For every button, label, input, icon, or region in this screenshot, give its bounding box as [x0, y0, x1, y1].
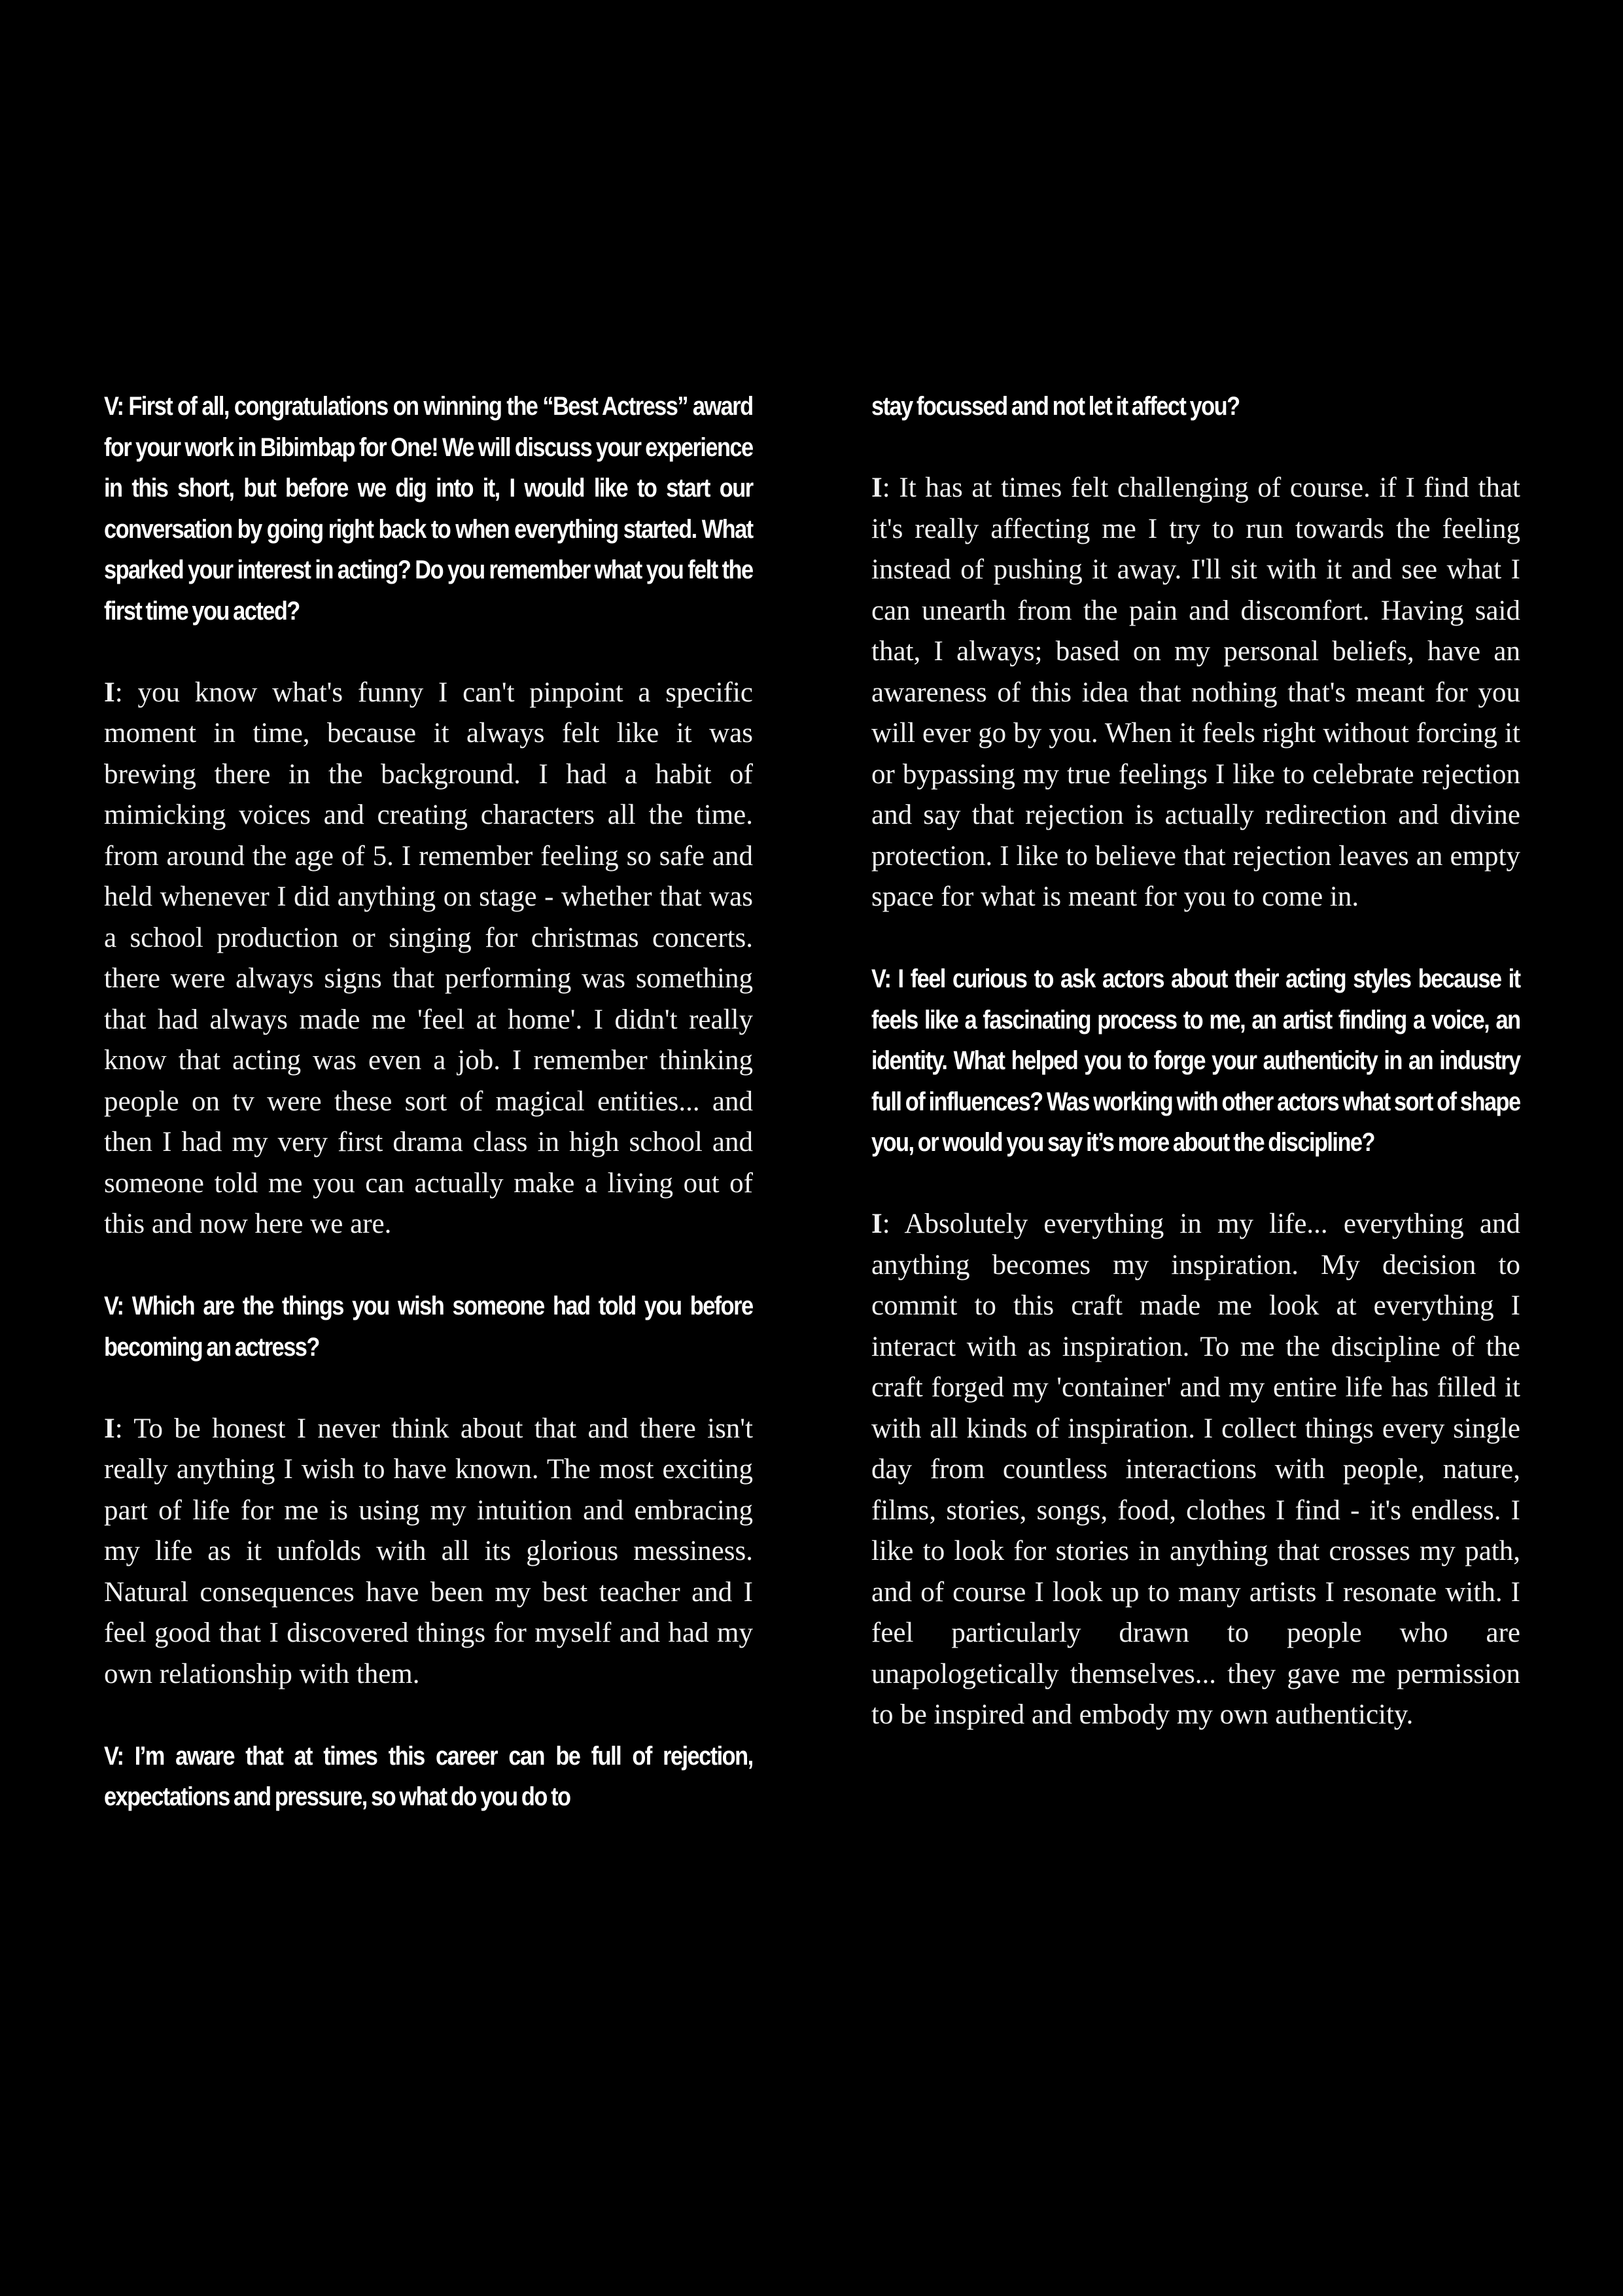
paragraph-gap	[871, 427, 1520, 468]
left-column	[104, 386, 753, 1818]
answer-1-text: : you know what's funny I can't pinpoint a specific moment in time, because it always felt like it was brewing there in the background. I had a habit of mimicking voices and creating characters all the time. from around the age of 5. I remember feeling so safe and held whenever I did anything on stage - whether that was a school production or singing for christmas concerts. there were always signs that performing was something that had always made me 'feel at home'. I didn't really know that acting was even a job. I remember thinking people on tv were these sort of magical entities... and then I had my very first drama class in high school and someone told me you can actually make a living out of this and now here we are.	[104, 677, 753, 1239]
answer-speaker: I	[871, 1209, 882, 1239]
question-3-end: stay focussed and not let it affect you?	[871, 392, 1240, 421]
answer-speaker: I	[104, 1413, 115, 1444]
answer-speaker: I	[871, 472, 882, 503]
answer-3-text: : It has at times felt challenging of course. if I find that it's really affecting me I try to run towards the feeling instead of pushing it away. I'll sit with it and see what I can unearth from the pain and discomfort. Having said that, I always; based on my personal beliefs, have an awareness of this idea that nothing that's meant for you will ever go by you. When it feels right without forcing it or bypassing my true feelings I like to celebrate rejection and say that rejection is actually redirection and divine protection. I like to believe that rejection leaves an empty space for what is meant for you to come in.	[871, 472, 1520, 912]
answer-4-text: : Absolutely everything in my life... everything and anything becomes my inspiration. My decision to commit to this craft made me look at everything I interact with as inspiration. To me the discipline of the craft forged my 'container' and my entire life has filled it with all kinds of inspiration. I collect things every single day from countless interactions with people, nature, films, stories, songs, food, clothes I find - it's endless. I like to look for stories in anything that crosses my path, and of course I look up to many artists I resonate with. I feel particularly drawn to people who are unapologetically themselves... they gave me permission to be inspired and embody my own authenticity.	[871, 1209, 1520, 1730]
question-4: V: I feel curious to ask actors about their acting styles because it feels like a fascinating process to me, an artist finding a voice, an identity. What helped you to forge your authenticity in an industry full of influences? Was working with other actors what sort of shape you, or would you say it’s more about the discipline?	[871, 964, 1520, 1157]
question-3-start: V: I’m aware that at times this career can be full of rejection, expectations and pressure, so what do you do to	[104, 1741, 753, 1811]
answer-speaker: I	[104, 677, 115, 708]
paragraph-gap	[104, 631, 753, 673]
paragraph-gap	[871, 918, 1520, 959]
paragraph-gap	[104, 1245, 753, 1286]
paragraph-gap	[104, 1368, 753, 1409]
paragraph-gap	[104, 1695, 753, 1736]
question-2: V: Which are the things you wish someone had told you before becoming an actress?	[104, 1292, 753, 1362]
answer-4	[871, 1204, 1520, 1736]
answer-3	[871, 468, 1520, 918]
right-column	[871, 386, 1520, 1736]
question-1: V: First of all, congratulations on winning the “Best Actress” award for your work in Bibimbap for One! We will discuss your experience in this short, but before we dig into it, I would like to start our conversation by going right back to when everything started. What sparked your interest in acting? Do you remember what you felt the first time you acted?	[104, 392, 753, 626]
paragraph-gap	[871, 1163, 1520, 1205]
answer-2-text: : To be honest I never think about that and there isn't really anything I wish to have known. The most exciting part of life for me is using my intuition and embracing my life as it unfolds with all its glorious messiness. Natural consequences have been my best teacher and I feel good that I discovered things for myself and had my own relationship with them.	[104, 1413, 753, 1689]
answer-1	[104, 673, 753, 1245]
answer-2	[104, 1409, 753, 1695]
